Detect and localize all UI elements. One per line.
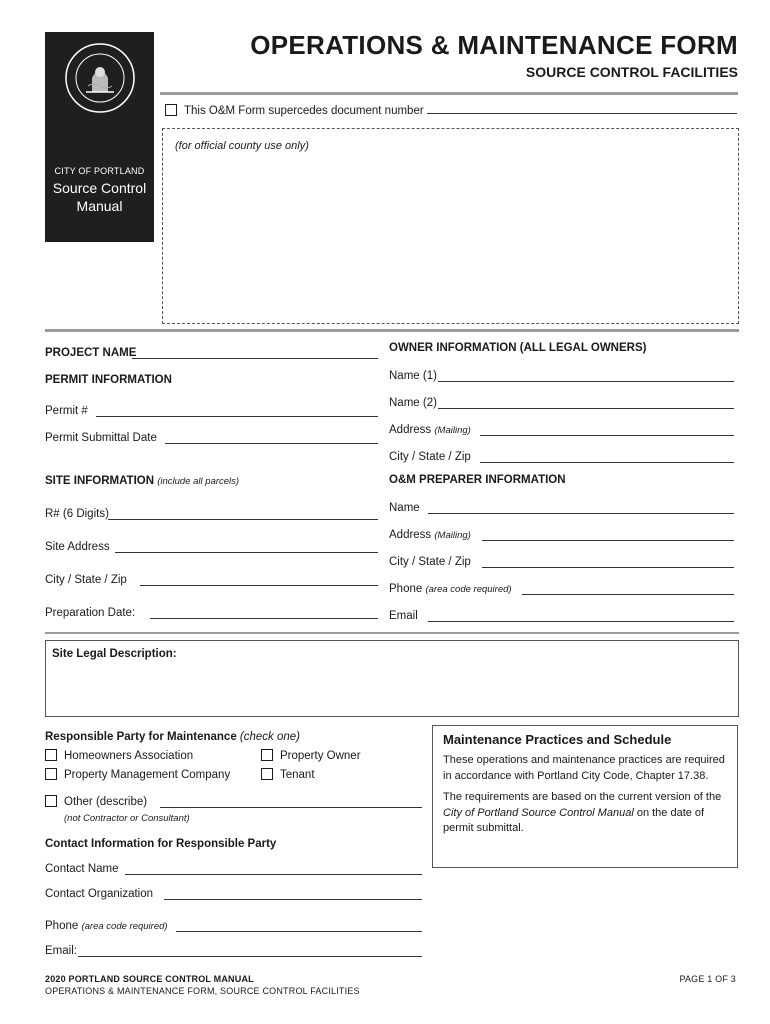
hoa-label: Homeowners Association (64, 750, 194, 763)
preparer-phone-title: Phone (389, 583, 423, 595)
city-seal-icon (64, 42, 136, 114)
preparer-address-title: Address (389, 529, 432, 541)
maintenance-paragraph-2-end: on the date of permit submittal. (443, 806, 705, 834)
other-label: Other (describe) (64, 796, 148, 809)
site-legal-description-label: Site Legal Description: (52, 648, 177, 660)
owner-name2-label: Name (2) (389, 397, 437, 409)
site-information-note: (include all parcels) (157, 476, 240, 487)
owner-name1-label: Name (1) (389, 370, 437, 382)
official-county-use-box (162, 128, 739, 324)
contact-name-field[interactable] (125, 874, 422, 875)
contact-phone-field[interactable] (176, 931, 422, 932)
site-city-state-zip-field[interactable] (140, 585, 378, 586)
contact-phone-note: (area code required) (81, 921, 168, 932)
property-owner-checkbox[interactable] (261, 749, 273, 761)
responsible-party-note: (check one) (239, 731, 301, 743)
option-property-owner[interactable] (261, 750, 361, 762)
contact-name-label: Contact Name (45, 863, 119, 875)
other-describe-field[interactable] (160, 807, 422, 808)
contact-email-field[interactable] (78, 956, 422, 957)
owner-city-state-zip-label: City / State / Zip (389, 451, 471, 463)
owner-address-note: (Mailing) (434, 425, 471, 436)
preparation-date-field[interactable] (150, 618, 378, 619)
maintenance-paragraph-2-start: The requirements are based on the current version of the (443, 791, 722, 803)
property-owner-label: Property Owner (280, 750, 361, 763)
supersede-row (165, 104, 737, 117)
maintenance-practices-box (432, 725, 738, 868)
site-city-state-zip-label: City / State / Zip (45, 574, 127, 586)
owner-address-label (389, 424, 471, 436)
contact-organization-field[interactable] (164, 899, 422, 900)
contact-information-heading: Contact Information for Responsible Party (45, 838, 277, 850)
owner-name1-field[interactable] (438, 381, 734, 382)
permit-information-heading: PERMIT INFORMATION (45, 374, 172, 386)
site-address-field[interactable] (115, 552, 378, 553)
preparer-address-field[interactable] (482, 540, 734, 541)
other-note: (not Contractor or Consultant) (64, 813, 190, 824)
county-use-note: (for official county use only) (175, 140, 309, 152)
project-name-field[interactable] (132, 358, 378, 359)
preparer-name-label: Name (389, 502, 420, 514)
supersede-checkbox[interactable] (165, 104, 177, 116)
tenant-checkbox[interactable] (261, 768, 273, 780)
r-number-label: R# (6 Digits) (45, 508, 109, 520)
preparer-address-label (389, 529, 471, 541)
header-divider (160, 92, 738, 95)
option-tenant[interactable] (261, 769, 315, 781)
preparation-date-label: Preparation Date: (45, 607, 136, 619)
manual-badge (45, 32, 154, 242)
permit-number-label: Permit # (45, 405, 88, 417)
preparer-phone-label (389, 583, 512, 595)
option-homeowners-association[interactable] (45, 750, 193, 762)
owner-information-heading: OWNER INFORMATION (ALL LEGAL OWNERS) (389, 342, 647, 354)
footer-manual-title: 2020 PORTLAND SOURCE CONTROL MANUAL (45, 974, 254, 984)
permit-submittal-date-label: Permit Submittal Date (45, 432, 157, 444)
supersede-label: This O&M Form supercedes document number (184, 105, 424, 117)
preparer-city-state-zip-label: City / State / Zip (389, 556, 471, 568)
permit-number-field[interactable] (96, 416, 378, 417)
preparer-phone-note: (area code required) (425, 584, 512, 595)
responsible-party-heading (45, 731, 300, 743)
r-number-field[interactable] (108, 519, 378, 520)
manual-reference: City of Portland Source Control Manual (443, 806, 634, 819)
maintenance-paragraph-2 (443, 790, 727, 837)
pm-company-checkbox[interactable] (45, 768, 57, 780)
responsible-party-title: Responsible Party for Maintenance (45, 731, 237, 743)
supersede-document-field[interactable] (427, 104, 737, 114)
manual-title-line2: Manual (76, 198, 123, 214)
owner-name2-field[interactable] (438, 408, 734, 409)
preparer-city-state-zip-field[interactable] (482, 567, 734, 568)
owner-address-field[interactable] (480, 435, 734, 436)
manual-title (45, 179, 154, 215)
maintenance-paragraph-1: These operations and maintenance practices are required in accordance with Portland City Code, Chapter 17.38. (443, 754, 725, 782)
form-subtitle: SOURCE CONTROL FACILITIES (525, 64, 738, 80)
form-title: OPERATIONS & MAINTENANCE FORM (250, 30, 738, 60)
owner-address-title: Address (389, 424, 432, 436)
owner-city-state-zip-field[interactable] (480, 462, 734, 463)
option-property-management-company[interactable] (45, 769, 230, 781)
site-legal-description-field[interactable] (45, 640, 739, 717)
site-information-title: SITE INFORMATION (45, 475, 155, 487)
preparer-email-field[interactable] (428, 621, 734, 622)
maintenance-practices-heading: Maintenance Practices and Schedule (443, 732, 672, 747)
contact-organization-label: Contact Organization (45, 888, 154, 900)
site-information-heading (45, 475, 239, 487)
option-other[interactable] (45, 796, 147, 808)
manual-title-line1: Source Control (52, 180, 147, 196)
other-checkbox[interactable] (45, 795, 57, 807)
site-address-label: Site Address (45, 541, 110, 553)
permit-submittal-date-field[interactable] (165, 443, 378, 444)
city-label: CITY OF PORTLAND (54, 166, 145, 176)
preparer-name-field[interactable] (428, 513, 734, 514)
footer-document-info (45, 973, 360, 997)
tenant-label: Tenant (280, 769, 315, 782)
pm-company-label: Property Management Company (64, 769, 231, 782)
preparer-information-heading: O&M PREPARER INFORMATION (389, 474, 566, 486)
section-divider-lower (45, 632, 739, 634)
project-name-label: PROJECT NAME (45, 347, 137, 359)
preparer-phone-field[interactable] (522, 594, 734, 595)
hoa-checkbox[interactable] (45, 749, 57, 761)
preparer-email-label: Email (389, 610, 418, 622)
preparer-address-note: (Mailing) (434, 530, 471, 541)
footer-form-title: OPERATIONS & MAINTENANCE FORM, SOURCE CONTROL FACILITIES (45, 986, 360, 996)
contact-phone-title: Phone (45, 920, 79, 932)
section-divider (45, 329, 739, 332)
contact-phone-label (45, 920, 168, 932)
page-number: PAGE 1 OF 3 (679, 974, 736, 984)
contact-email-label: Email: (45, 945, 77, 957)
